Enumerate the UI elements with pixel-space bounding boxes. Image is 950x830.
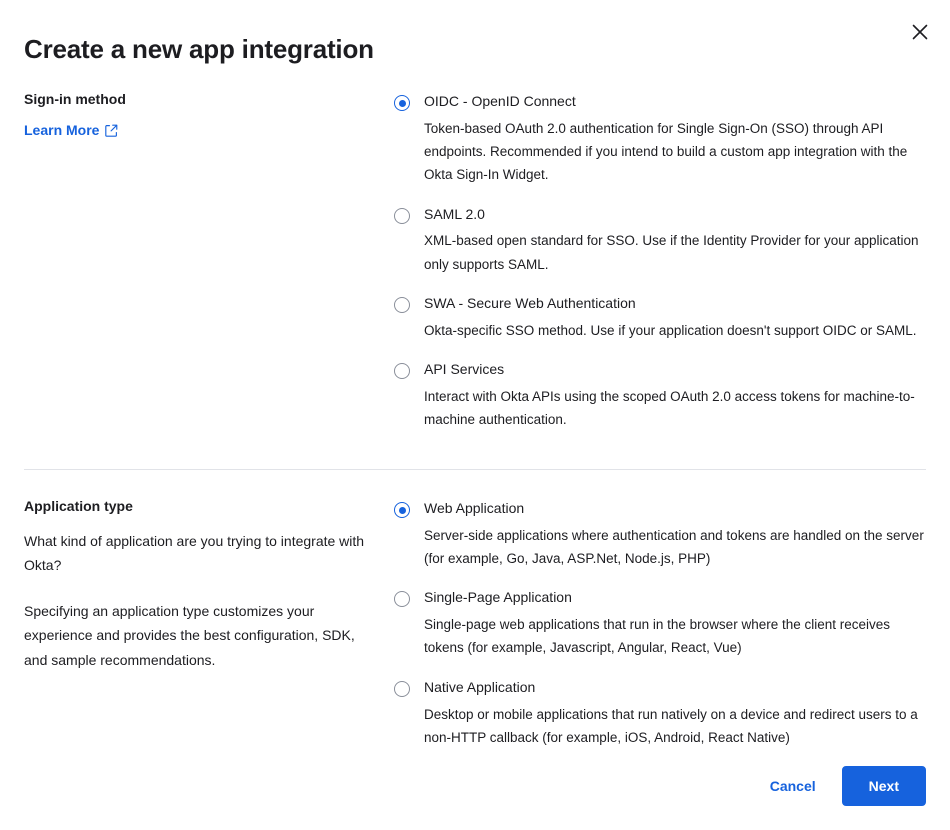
apptype-option-web-description: Server-side applications where authentication and tokens are handled on the server (for example, Go, Java, ASP.Net, Node.js, PHP) xyxy=(424,527,924,567)
signin-option-oidc-body xyxy=(424,92,926,187)
application-type-section xyxy=(24,497,926,749)
close-icon[interactable] xyxy=(906,18,934,46)
signin-method-row xyxy=(24,90,926,431)
application-type-paragraph-1: What kind of application are you trying to integrate with Okta? xyxy=(24,533,365,574)
signin-option-saml[interactable] xyxy=(394,205,926,276)
application-type-options xyxy=(394,497,926,749)
signin-option-api-services-description: Interact with Okta APIs using the scoped OAuth 2.0 access tokens for machine-to-machine authentication. xyxy=(424,388,915,428)
page-title: Create a new app integration xyxy=(24,34,374,64)
apptype-option-spa-description: Single-page web applications that run in the browser where the client receives tokens (for example, Javascript, Angular, React, Vue) xyxy=(424,617,891,656)
signin-option-swa-label[interactable]: SWA - Secure Web Authentication xyxy=(424,294,636,311)
signin-option-api-services-label[interactable]: API Services xyxy=(424,360,505,377)
signin-option-swa[interactable] xyxy=(394,294,926,342)
apptype-option-spa[interactable] xyxy=(394,588,926,659)
external-link-icon xyxy=(105,124,118,137)
signin-option-oidc-description: Token-based OAuth 2.0 authentication for Single Sign-On (SSO) through API endpoints. Recommended if you intend to build a custom app integration with the Okta Sign-In Widget. xyxy=(424,120,908,183)
next-button[interactable]: Next xyxy=(842,766,926,806)
radio-api-services[interactable] xyxy=(394,363,410,379)
close-glyph xyxy=(912,24,928,40)
learn-more-link[interactable] xyxy=(24,122,118,138)
learn-more-label: Learn More xyxy=(24,122,100,139)
radio-web-application[interactable] xyxy=(394,502,410,518)
apptype-option-spa-body xyxy=(424,588,926,659)
signin-method-heading: Sign-in method xyxy=(24,91,126,107)
apptype-option-native-description: Desktop or mobile applications that run natively on a device and redirect users to a non-HTTP callback (for example, iOS, Android, React Native) xyxy=(424,706,918,745)
radio-saml[interactable] xyxy=(394,208,410,224)
signin-option-saml-label[interactable]: SAML 2.0 xyxy=(424,205,485,222)
signin-option-oidc-label[interactable]: OIDC - OpenID Connect xyxy=(424,93,576,109)
radio-swa[interactable] xyxy=(394,297,410,313)
application-type-row xyxy=(24,497,926,749)
application-type-left xyxy=(24,497,394,694)
apptype-option-native-label[interactable]: Native Application xyxy=(424,678,536,695)
signin-option-swa-description: Okta-specific SSO method. Use if your application doesn't support OIDC or SAML. xyxy=(424,322,917,338)
signin-method-options xyxy=(394,90,926,431)
cancel-button[interactable]: Cancel xyxy=(758,768,828,804)
signin-method-left xyxy=(24,90,394,140)
section-divider xyxy=(24,469,926,470)
apptype-option-spa-label[interactable]: Single-Page Application xyxy=(424,589,572,606)
signin-option-api-services[interactable] xyxy=(394,360,926,431)
signin-option-api-services-body xyxy=(424,360,926,431)
radio-oidc[interactable] xyxy=(394,95,410,111)
signin-option-saml-description: XML-based open standard for SSO. Use if the Identity Provider for your application only supports SAML. xyxy=(424,233,919,272)
dialog-footer xyxy=(758,766,926,806)
apptype-option-web[interactable] xyxy=(394,499,926,570)
apptype-option-native-body xyxy=(424,678,926,749)
signin-method-section xyxy=(24,90,926,431)
signin-option-saml-body xyxy=(424,205,926,276)
apptype-option-web-label[interactable]: Web Application xyxy=(424,500,525,516)
application-type-paragraph-2: Specifying an application type customizes your experience and provides the best configuration, SDK, and sample recommendations. xyxy=(24,603,355,668)
signin-option-oidc[interactable] xyxy=(394,92,926,187)
apptype-option-native[interactable] xyxy=(394,678,926,749)
radio-single-page-application[interactable] xyxy=(394,591,410,607)
application-type-heading: Application type xyxy=(24,498,133,514)
signin-option-swa-body xyxy=(424,294,926,342)
radio-native-application[interactable] xyxy=(394,681,410,697)
apptype-option-web-body xyxy=(424,499,926,570)
